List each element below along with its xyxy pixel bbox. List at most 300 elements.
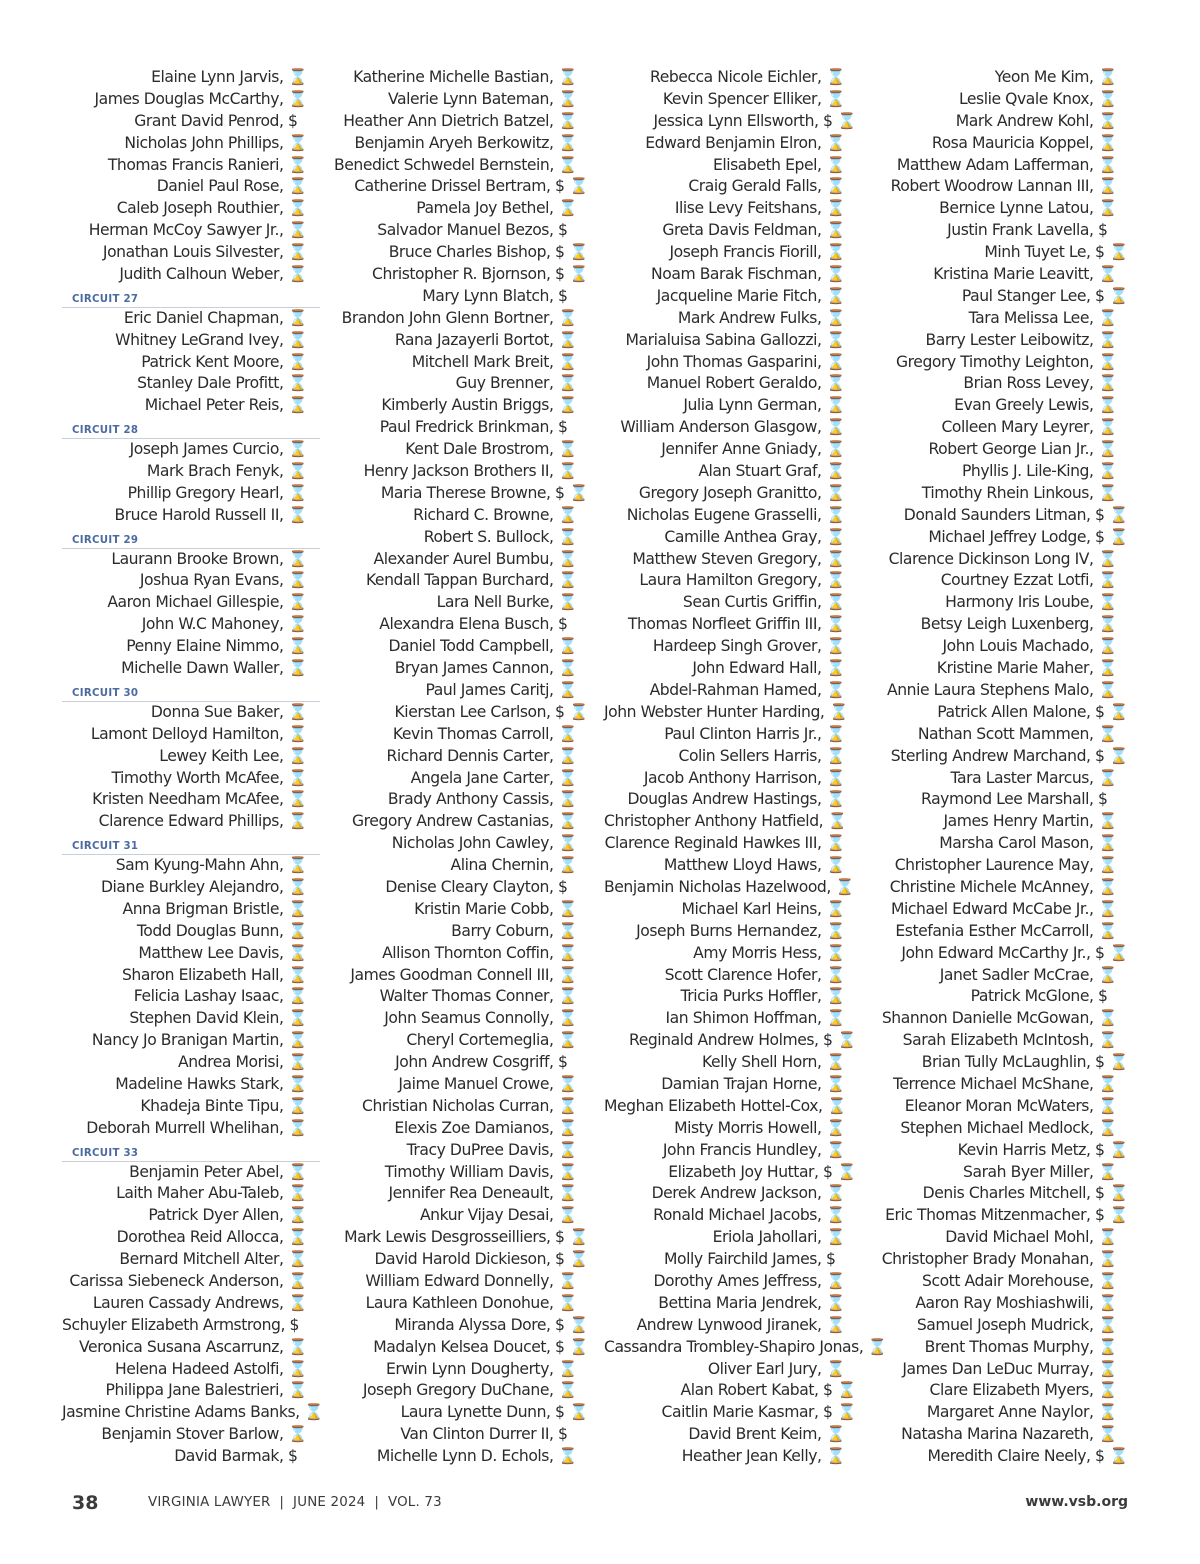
- member-entry: [872, 1315, 1134, 1337]
- member-name: Ronald Michael Jacobs: [653, 1206, 817, 1225]
- donation-mark-icon: ⌛: [558, 593, 577, 612]
- donation-mark-icon: ⌛: [288, 1293, 307, 1312]
- member-name: Lauren Cassady Andrews: [92, 1293, 279, 1312]
- member-name: Richard C. Browne: [413, 505, 549, 524]
- member-name: Lewey Keith Lee: [159, 746, 279, 765]
- separator: ,: [278, 177, 288, 196]
- separator: ,: [548, 1381, 558, 1400]
- donation-mark-icon: ⌛: [826, 1293, 845, 1312]
- separator: ,: [546, 1315, 556, 1334]
- member-name: Mark Brach Fenyk: [146, 462, 279, 481]
- separator: ,: [278, 724, 288, 743]
- member-name: Helena Hadeed Astolfi: [114, 1359, 279, 1378]
- member-name: William Edward Donnelly: [365, 1271, 549, 1290]
- separator: ,: [278, 1184, 288, 1203]
- member-entry: [62, 242, 324, 264]
- separator: ,: [278, 768, 288, 787]
- donation-mark-icon: ⌛: [827, 1096, 846, 1115]
- donation-mark-icon: ⌛: [558, 374, 577, 393]
- member-name: Jasmine Christine Adams Banks: [62, 1403, 296, 1422]
- donation-mark-icon: $: [558, 877, 568, 896]
- member-name: Patrick McGlone: [970, 987, 1089, 1006]
- donation-mark-icon: ⌛: [1098, 1162, 1117, 1181]
- member-name: Patrick Kent Moore: [141, 352, 279, 371]
- donation-mark-icon: ⌛: [826, 1184, 845, 1203]
- member-entry: [872, 877, 1134, 899]
- separator: ,: [1088, 396, 1098, 415]
- member-name: Gregory Timothy Leighton: [896, 352, 1089, 371]
- donation-mark-icon: ⌛: [288, 746, 307, 765]
- member-name: Mary Lynn Blatch: [422, 286, 549, 305]
- donation-mark-icon: ⌛: [558, 1293, 577, 1312]
- member-name: Margaret Anne Naylor: [926, 1403, 1089, 1422]
- member-entry: [334, 702, 594, 724]
- member-entry: [872, 417, 1134, 439]
- separator: ,: [1088, 374, 1098, 393]
- member-entry: [872, 176, 1134, 198]
- publication-info: VIRGINIA LAWYER | JUNE 2024 | VOL. 73: [148, 1495, 442, 1510]
- member-entry: [62, 1096, 324, 1118]
- member-entry: [604, 768, 862, 790]
- member-name: Jonathan Louis Silvester: [102, 243, 279, 262]
- separator: ,: [548, 1118, 558, 1137]
- member-entry: [62, 155, 324, 177]
- separator: ,: [548, 790, 558, 809]
- member-name: Rosa Mauricia Koppel: [931, 133, 1089, 152]
- donation-mark-icon: ⌛: [1098, 571, 1117, 590]
- donation-mark-icon: ⌛: [558, 856, 577, 875]
- separator: ,: [548, 943, 558, 962]
- member-name: Khadeja Binte Tipu: [140, 1096, 279, 1115]
- donation-mark-icon: $ ⌛: [1095, 1140, 1128, 1159]
- separator: ,: [278, 877, 288, 896]
- donation-mark-icon: ⌛: [1098, 899, 1117, 918]
- separator: ,: [278, 1228, 288, 1247]
- member-entry: [604, 1140, 862, 1162]
- member-name: Denise Cleary Clayton: [385, 877, 549, 896]
- member-name: Ian Shimon Hoffman: [665, 1009, 817, 1028]
- separator: ,: [546, 483, 556, 502]
- member-name: Paul Fredrick Brinkman: [379, 418, 549, 437]
- member-entry: [62, 986, 324, 1008]
- donation-mark-icon: ⌛: [826, 221, 845, 240]
- member-entry: [604, 636, 862, 658]
- separator: ,: [816, 856, 826, 875]
- separator: ,: [548, 1074, 558, 1093]
- member-entry: [334, 614, 594, 636]
- separator: ,: [278, 921, 288, 940]
- member-name: Meredith Claire Neely: [927, 1447, 1087, 1466]
- separator: ,: [548, 571, 558, 590]
- member-entry: [872, 1140, 1134, 1162]
- donation-mark-icon: ⌛: [558, 965, 577, 984]
- separator: ,: [1088, 352, 1098, 371]
- donation-mark-icon: ⌛: [827, 812, 847, 831]
- separator: ,: [1088, 199, 1098, 218]
- member-name: Mark Lewis Desgrosseilliers: [344, 1228, 547, 1247]
- member-entry: [604, 570, 862, 592]
- donation-mark-icon: ⌛: [558, 505, 577, 524]
- member-entry: [872, 527, 1134, 549]
- member-name: Felicia Lashay Isaac: [133, 987, 279, 1006]
- separator: ,: [278, 352, 288, 371]
- member-entry: [62, 133, 324, 155]
- donation-mark-icon: ⌛: [288, 1162, 307, 1181]
- member-entry: [62, 1162, 324, 1184]
- member-name: Daniel Paul Rose: [156, 177, 279, 196]
- member-entry: [604, 461, 862, 483]
- member-name: Colin Sellers Harris: [678, 746, 817, 765]
- donation-mark-icon: $ ⌛: [555, 483, 588, 502]
- member-entry: [334, 592, 594, 614]
- separator: ,: [548, 133, 558, 152]
- separator: ,: [278, 659, 288, 678]
- donation-mark-icon: $ ⌛: [1095, 943, 1128, 962]
- member-name: Valerie Lynn Bateman: [387, 89, 549, 108]
- member-name: Deborah Murrell Whelihan: [86, 1118, 279, 1137]
- member-entry: [334, 176, 594, 198]
- member-entry: [334, 965, 594, 987]
- member-entry: [62, 1337, 324, 1359]
- member-name: Philippa Jane Balestrieri: [105, 1381, 279, 1400]
- separator: ,: [548, 1447, 558, 1466]
- member-name: Catherine Drissel Bertram: [354, 177, 547, 196]
- separator: ,: [1088, 330, 1098, 349]
- separator: ,: [816, 374, 826, 393]
- member-name: Whitney LeGrand Ivey: [115, 330, 279, 349]
- donation-mark-icon: ⌛: [1098, 330, 1117, 349]
- separator: ,: [1088, 921, 1098, 940]
- member-entry: [604, 1030, 862, 1052]
- donation-mark-icon: ⌛: [558, 637, 577, 656]
- member-entry: [604, 592, 862, 614]
- member-name: Elexis Zoe Damianos: [394, 1118, 549, 1137]
- donation-mark-icon: ⌛: [826, 1447, 845, 1466]
- member-entry: [62, 483, 324, 505]
- separator: ,: [816, 1009, 826, 1028]
- member-entry: [62, 89, 324, 111]
- member-entry: [334, 242, 594, 264]
- separator: ,: [816, 199, 826, 218]
- donation-mark-icon: ⌛: [826, 1228, 845, 1247]
- separator: ,: [816, 1206, 826, 1225]
- separator: ,: [548, 505, 558, 524]
- member-entry: [604, 1337, 887, 1359]
- separator: ,: [826, 877, 836, 896]
- member-entry: [604, 483, 862, 505]
- donation-mark-icon: ⌛: [826, 593, 845, 612]
- donation-mark-icon: ⌛: [826, 768, 845, 787]
- donation-mark-icon: $ ⌛: [823, 111, 856, 130]
- member-entry: [62, 855, 324, 877]
- separator: ,: [548, 1271, 558, 1290]
- donation-mark-icon: ⌛: [826, 1118, 845, 1137]
- member-entry: [604, 1446, 862, 1468]
- member-name: Justin Frank Lavella: [947, 221, 1089, 240]
- separator: ,: [816, 483, 826, 502]
- separator: ,: [816, 418, 826, 437]
- member-name: Laith Maher Abu-Taleb: [116, 1184, 279, 1203]
- member-entry: [334, 1162, 594, 1184]
- member-name: Kierstan Lee Carlson: [394, 702, 547, 721]
- member-entry: [872, 943, 1134, 965]
- donation-mark-icon: ⌛: [304, 1403, 324, 1422]
- separator: ,: [816, 286, 826, 305]
- member-entry: [334, 1315, 594, 1337]
- member-name: Dorothy Ames Jeffress: [653, 1271, 817, 1290]
- donation-mark-icon: ⌛: [1098, 483, 1117, 502]
- donation-mark-icon: ⌛: [826, 68, 845, 86]
- donation-mark-icon: ⌛: [826, 1009, 845, 1028]
- donation-mark-icon: $ ⌛: [555, 1250, 588, 1269]
- member-name: Diane Burkley Alejandro: [100, 877, 279, 896]
- member-entry: [872, 198, 1134, 220]
- member-name: Donald Saunders Litman: [903, 505, 1087, 524]
- separator: ,: [548, 1140, 558, 1159]
- separator: ,: [816, 593, 826, 612]
- member-name: Walter Thomas Conner: [379, 987, 549, 1006]
- separator: ,: [1086, 243, 1096, 262]
- donation-mark-icon: ⌛: [288, 856, 307, 875]
- donation-mark-icon: $: [558, 1425, 568, 1444]
- member-name: Penny Elaine Nimmo: [126, 637, 279, 656]
- member-name: James Dan LeDuc Murray: [902, 1359, 1089, 1378]
- member-entry: [334, 505, 594, 527]
- donation-mark-icon: ⌛: [826, 1271, 845, 1290]
- member-name: Thomas Norfleet Griffin III: [627, 615, 817, 634]
- member-name: Harmony Iris Loube: [945, 593, 1089, 612]
- separator: ,: [548, 396, 558, 415]
- donation-mark-icon: $ ⌛: [1095, 1206, 1128, 1225]
- separator: ,: [1088, 1359, 1098, 1378]
- separator: ,: [1088, 1162, 1098, 1181]
- donation-mark-icon: ⌛: [558, 133, 577, 152]
- donation-mark-icon: ⌛: [826, 374, 845, 393]
- separator: ,: [548, 1053, 558, 1072]
- donation-mark-icon: $ ⌛: [1095, 286, 1128, 305]
- donation-mark-icon: $ ⌛: [555, 702, 588, 721]
- member-name: Patrick Allen Malone: [937, 702, 1087, 721]
- donation-mark-icon: ⌛: [1098, 812, 1117, 831]
- member-name: Thomas Francis Ranieri: [107, 155, 279, 174]
- member-name: Oliver Earl Jury: [707, 1359, 817, 1378]
- member-name: Sarah Byer Miller: [963, 1162, 1089, 1181]
- separator: ,: [816, 68, 826, 86]
- member-name: Kevin Thomas Carroll: [392, 724, 549, 743]
- member-entry: [872, 549, 1134, 571]
- member-entry: [604, 67, 862, 89]
- separator: ,: [1088, 1315, 1098, 1334]
- member-name: Brady Anthony Cassis: [387, 790, 549, 809]
- donation-mark-icon: ⌛: [558, 899, 577, 918]
- separator: ,: [1088, 1009, 1098, 1028]
- separator: ,: [816, 155, 826, 174]
- member-name: Patrick Dyer Allen: [148, 1206, 279, 1225]
- donation-mark-icon: ⌛: [828, 702, 848, 721]
- donation-mark-icon: ⌛: [1098, 1359, 1117, 1378]
- donation-mark-icon: ⌛: [288, 877, 307, 896]
- donation-mark-icon: ⌛: [288, 374, 307, 393]
- member-name: Nicholas John Cawley: [391, 834, 549, 853]
- donation-mark-icon: ⌛: [288, 505, 307, 524]
- member-name: Bettina Maria Jendrek: [658, 1293, 817, 1312]
- member-entry: [334, 789, 594, 811]
- member-name: Henry Jackson Brothers II: [363, 462, 549, 481]
- member-name: Donna Sue Baker: [150, 702, 279, 721]
- member-name: Matthew Steven Gregory: [632, 549, 817, 568]
- donation-mark-icon: $ ⌛: [1095, 1184, 1128, 1203]
- donation-mark-icon: ⌛: [1098, 1403, 1117, 1422]
- member-entry: [334, 330, 594, 352]
- separator: ,: [548, 834, 558, 853]
- donation-mark-icon: ⌛: [288, 330, 307, 349]
- donation-mark-icon: ⌛: [558, 987, 577, 1006]
- member-entry: [334, 286, 594, 308]
- member-name: Laura Hamilton Gregory: [639, 571, 817, 590]
- member-entry: [62, 1380, 324, 1402]
- member-entry: [604, 1227, 862, 1249]
- donation-mark-icon: $ ⌛: [1095, 1053, 1128, 1072]
- member-name: Benjamin Stover Barlow: [101, 1425, 279, 1444]
- donation-mark-icon: ⌛: [288, 396, 307, 415]
- separator: ,: [278, 483, 288, 502]
- member-entry: [334, 570, 594, 592]
- donation-mark-icon: ⌛: [826, 1053, 845, 1072]
- member-entry: [334, 1183, 594, 1205]
- separator: ,: [818, 812, 828, 831]
- member-entry: [62, 921, 324, 943]
- member-entry: [604, 505, 862, 527]
- member-entry: [62, 877, 324, 899]
- separator: ,: [546, 1250, 556, 1269]
- member-name: Kimberly Austin Briggs: [381, 396, 549, 415]
- member-name: Lamont Delloyd Hamilton: [90, 724, 279, 743]
- donation-mark-icon: $: [558, 1053, 568, 1072]
- donation-mark-icon: ⌛: [558, 308, 577, 327]
- member-entry: [872, 352, 1134, 374]
- separator: ,: [816, 1118, 826, 1137]
- member-entry: [604, 1315, 862, 1337]
- separator: ,: [1088, 483, 1098, 502]
- donation-mark-icon: ⌛: [826, 265, 845, 284]
- member-entry: [604, 877, 862, 899]
- separator: ,: [1088, 418, 1098, 437]
- member-name: Terrence Michael McShane: [892, 1074, 1089, 1093]
- separator: ,: [278, 1271, 288, 1290]
- separator: ,: [548, 418, 558, 437]
- separator: ,: [816, 177, 826, 196]
- donation-mark-icon: ⌛: [558, 768, 577, 787]
- separator: ,: [816, 1228, 826, 1247]
- member-entry: [62, 768, 324, 790]
- member-name: Barry Coburn: [451, 921, 549, 940]
- donation-mark-icon: ⌛: [1098, 1425, 1117, 1444]
- donation-mark-icon: ⌛: [558, 111, 577, 130]
- member-name: Gregory Joseph Granitto: [638, 483, 817, 502]
- circuit-header: CIRCUIT 31: [62, 833, 320, 855]
- member-name: Laurann Brooke Brown: [111, 549, 279, 568]
- member-entry: [872, 1271, 1134, 1293]
- separator: ,: [278, 243, 288, 262]
- separator: ,: [548, 921, 558, 940]
- member-entry: [872, 1162, 1134, 1184]
- donation-mark-icon: ⌛: [558, 812, 577, 831]
- donation-mark-icon: ⌛: [826, 790, 845, 809]
- donation-mark-icon: ⌛: [1098, 1381, 1117, 1400]
- member-entry: [334, 680, 594, 702]
- donation-mark-icon: ⌛: [288, 221, 307, 240]
- separator: ,: [1088, 790, 1098, 809]
- member-name: Tara Melissa Lee: [968, 308, 1089, 327]
- member-name: Elaine Lynn Jarvis: [151, 68, 279, 86]
- member-entry: [334, 746, 594, 768]
- donation-mark-icon: ⌛: [1098, 637, 1117, 656]
- separator: ,: [278, 1162, 288, 1181]
- donation-mark-icon: $: [558, 615, 568, 634]
- donation-mark-icon: ⌛: [1098, 659, 1117, 678]
- separator: ,: [548, 637, 558, 656]
- member-entry: [62, 1205, 324, 1227]
- separator: ,: [816, 243, 826, 262]
- donation-mark-icon: ⌛: [288, 637, 307, 656]
- separator: ,: [546, 1337, 556, 1356]
- separator: ,: [278, 396, 288, 415]
- separator: ,: [1088, 615, 1098, 634]
- member-name: Alina Chernin: [450, 856, 549, 875]
- member-entry: [62, 176, 324, 198]
- website-link[interactable]: www.vsb.org: [1025, 1494, 1128, 1510]
- member-entry: [604, 1293, 862, 1315]
- donation-mark-icon: ⌛: [1098, 1250, 1117, 1269]
- separator: ,: [278, 68, 288, 86]
- member-name: Clare Elizabeth Myers: [929, 1381, 1089, 1400]
- donation-mark-icon: ⌛: [1098, 856, 1117, 875]
- donation-mark-icon: ⌛: [826, 571, 845, 590]
- member-name: Elizabeth Joy Huttar: [668, 1162, 815, 1181]
- separator: ,: [548, 308, 558, 327]
- separator: ,: [816, 330, 826, 349]
- member-name: Bryan James Cannon: [394, 659, 549, 678]
- separator: ,: [1088, 308, 1098, 327]
- member-name: Michael Karl Heins: [681, 899, 817, 918]
- member-name: Kristina Marie Leavitt: [933, 265, 1089, 284]
- donation-mark-icon: ⌛: [288, 1096, 307, 1115]
- member-entry: [604, 1249, 862, 1271]
- member-entry: [604, 89, 862, 111]
- member-entry: [872, 1030, 1134, 1052]
- member-entry: [334, 1227, 594, 1249]
- member-name: Molly Fairchild James: [664, 1250, 817, 1269]
- separator: ,: [816, 1184, 826, 1203]
- separator: ,: [1086, 527, 1096, 546]
- donation-mark-icon: ⌛: [288, 571, 307, 590]
- separator: ,: [1088, 462, 1098, 481]
- member-entry: [62, 330, 324, 352]
- separator: ,: [814, 111, 824, 130]
- separator: ,: [548, 659, 558, 678]
- separator: ,: [1088, 899, 1098, 918]
- member-name: Alan Robert Kabat: [680, 1381, 815, 1400]
- donation-mark-icon: ⌛: [835, 877, 855, 896]
- separator: ,: [1086, 943, 1096, 962]
- donation-mark-icon: ⌛: [826, 921, 845, 940]
- separator: ,: [816, 308, 826, 327]
- member-name: Daniel Todd Campbell: [388, 637, 549, 656]
- member-name: Ilise Levy Feitshans: [674, 199, 817, 218]
- member-name: Kent Dale Brostrom: [405, 440, 549, 459]
- member-entry: [62, 505, 324, 527]
- donation-mark-icon: ⌛: [288, 1053, 307, 1072]
